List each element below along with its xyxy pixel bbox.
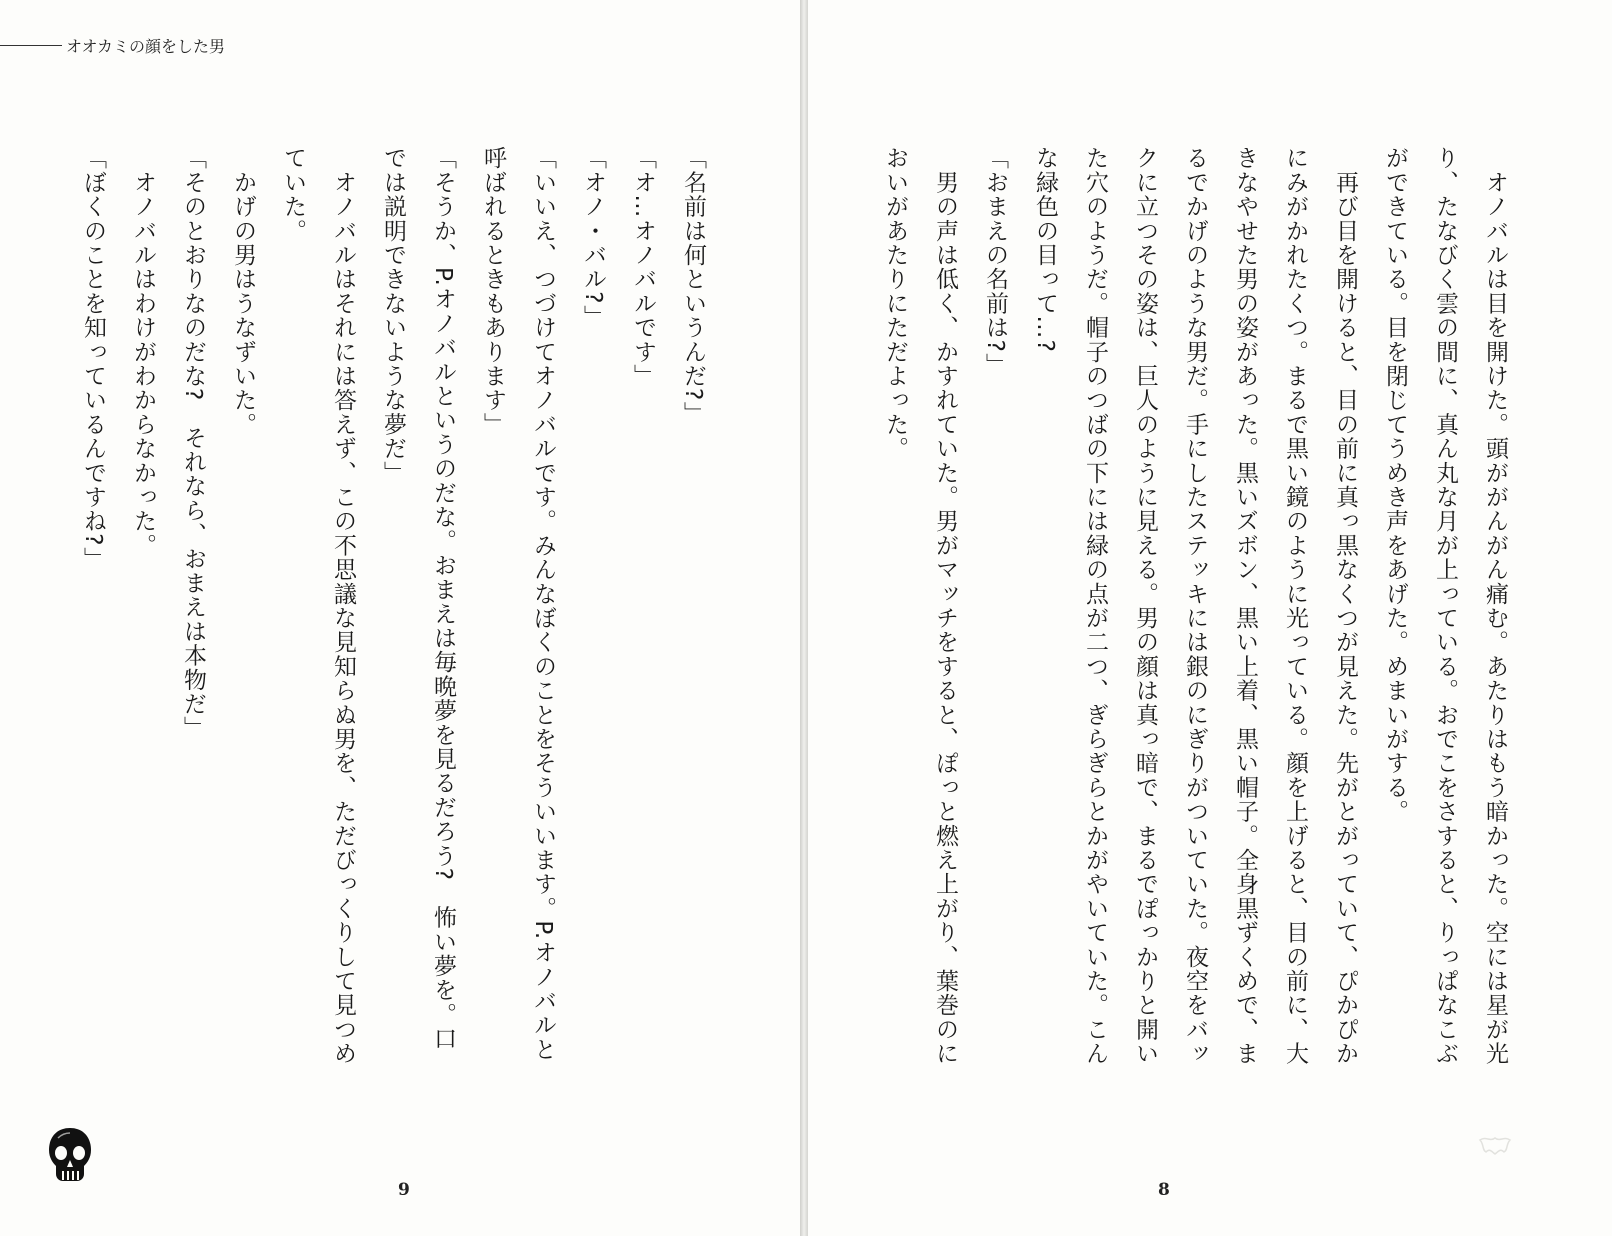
- running-head-title: オオカミの顔をした男: [66, 37, 226, 56]
- text-line: では説明できないような夢だ」: [380, 146, 406, 485]
- text-line: 「そのとおりなのだな? それなら、おまえは本物だ」: [180, 146, 206, 741]
- text-line: な緑色の目って…?: [1032, 146, 1058, 354]
- text-line: オノバルはわけがわからなかった。: [130, 146, 156, 558]
- text-line: 再び目を開けると、目の前に真っ黒なくつが見えた。先がとがっていて、ぴかぴか: [1332, 146, 1358, 1066]
- page-number: 9: [398, 1180, 410, 1200]
- text-line: ていた。: [280, 146, 306, 243]
- text-line: おいがあたりにただよった。: [882, 146, 908, 461]
- text-line: 「おまえの名前は?」: [982, 146, 1008, 378]
- text-line: オノバルは目を開けた。頭ががんがん痛む。あたりはもう暗かった。空には星が光: [1482, 146, 1508, 1066]
- text-line: るでかげのような男だ。手にしたステッキには銀のにぎりがついていた。夜空をバッ: [1182, 146, 1208, 1066]
- text-line: 「ぼくのことを知っているんですね?」: [80, 146, 106, 571]
- text-line: 呼ばれるときもあります」: [480, 146, 506, 437]
- left-page: [0, 0, 801, 1236]
- book-gutter: [800, 0, 808, 1236]
- text-line: ができている。目を閉じてうめき声をあげた。めまいがする。: [1382, 146, 1408, 824]
- text-line: かげの男はうなずいた。: [230, 146, 256, 437]
- text-line: 「そうか、P.オノバルというのだな。おまえは毎晩夢を見るだろう? 怖い夢を。口: [430, 146, 456, 1051]
- text-line: 「オ…オノバルです」: [630, 146, 656, 388]
- right-page: [808, 0, 1612, 1236]
- left-page-body: [68, 146, 718, 1106]
- skull-icon: [46, 1126, 94, 1184]
- text-line: 男の声は低く、かすれていた。男がマッチをすると、ぽっと燃え上がり、葉巻のに: [932, 146, 958, 1066]
- running-head-rule: [0, 45, 62, 46]
- faint-bat-icon: [1478, 1132, 1512, 1156]
- running-head: [0, 34, 225, 57]
- text-line: オノバルはそれには答えず、この不思議な見知らぬ男を、ただびっくりして見つめ: [330, 146, 356, 1066]
- text-line: た穴のようだ。帽子のつばの下には緑の点が二つ、ぎらぎらとかがやいていた。こん: [1082, 146, 1108, 1066]
- text-line: クに立つその姿は、巨人のように見える。男の顔は真っ暗で、まるでぽっかりと開い: [1132, 146, 1158, 1066]
- text-line: り、たなびく雲の間に、真ん丸な月が上っている。おでこをさすると、りっぱなこぶ: [1432, 146, 1458, 1066]
- text-line: きなやせた男の姿があった。黒いズボン、黒い上着、黒い帽子。全身黒ずくめで、ま: [1232, 146, 1258, 1066]
- page-number: 8: [1158, 1180, 1170, 1200]
- right-page-body: [870, 146, 1520, 1106]
- text-line: 「いいえ、つづけてオノバルです。みんなぼくのことをそういいます。P.オノバルと: [530, 146, 556, 1062]
- text-line: 「名前は何というんだ?」: [680, 146, 706, 426]
- text-line: にみがかれたくつ。まるで黒い鏡のように光っている。顔を上げると、目の前に、大: [1282, 146, 1308, 1066]
- text-line: 「オノ・バル?」: [580, 146, 606, 329]
